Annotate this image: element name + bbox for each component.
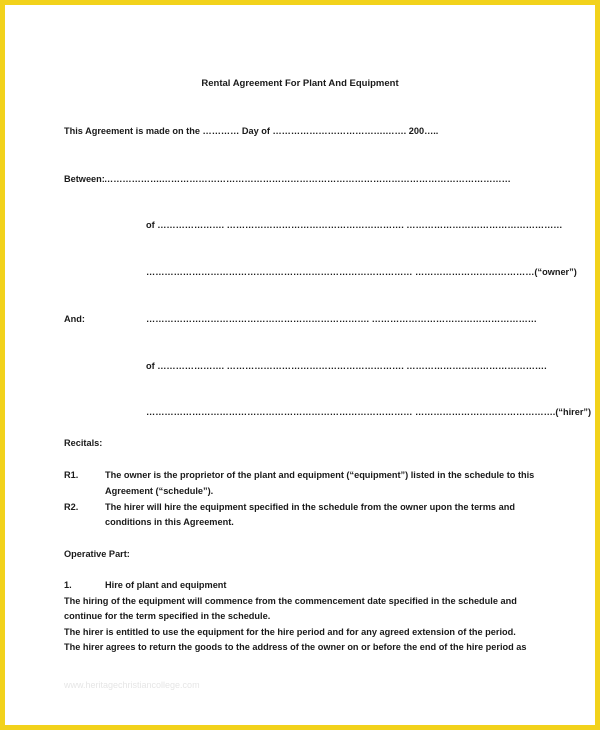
owner-name-line: …………………………………………………………………………… …………………………………(“owner”) (146, 267, 577, 277)
operative-heading: Operative Part: (64, 549, 130, 559)
and-dots: ………………………………………………………………. ……………………………………………… (146, 314, 537, 324)
hirer-name-line: …………………………………………………………………………… ……………………………………….(“hirer”) (146, 407, 592, 417)
recital-text-line: Agreement (“schedule”). (105, 486, 214, 496)
between-label: Between: (64, 174, 105, 184)
recital-text-line: The hirer will hire the equipment specified in the schedule from the owner upon the terms and (105, 502, 515, 512)
watermark-text: www.heritagechristiancollege.com (64, 680, 200, 690)
section-number: 1. (64, 580, 72, 590)
section-text-line: The hirer agrees to return the goods to the address of the owner on or before the end of the hire period as (64, 642, 527, 652)
section-text-line: The hiring of the equipment will commence from the commencement date specified in the schedule and (64, 596, 517, 606)
document-title: Rental Agreement For Plant And Equipment (201, 78, 399, 89)
hirer-address-line: of …………………. …………………………………………………. ………………………………………. (146, 361, 547, 371)
section-text-line: continue for the term specified in the schedule. (64, 611, 271, 621)
owner-address-line: of …………………. …………………………………………………. …………………………………………… (146, 220, 563, 230)
between-dots: ……………….…………………………………………………………………………………………………… (104, 174, 511, 184)
section-heading: Hire of plant and equipment (105, 580, 227, 590)
and-label: And: (64, 314, 85, 324)
section-text-line: The hirer is entitled to use the equipment for the hire period and for any agreed extension of the period. (64, 627, 516, 637)
intro-line: This Agreement is made on the ………… Day of ……………………………….……. 200….. (64, 126, 439, 136)
recital-text-line: The owner is the proprietor of the plant and equipment (“equipment”) listed in the schedule to this (105, 470, 535, 480)
recitals-heading: Recitals: (64, 438, 103, 448)
recital-number: R1. (64, 470, 79, 480)
recital-number: R2. (64, 502, 79, 512)
recital-text-line: conditions in this Agreement. (105, 517, 234, 527)
